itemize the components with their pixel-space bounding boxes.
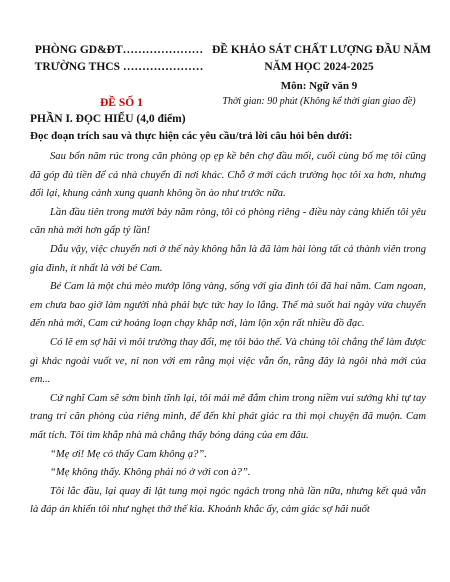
reading-passage (30, 148, 426, 520)
passage-paragraph: Có lẽ em sợ hãi vì môi trường thay đổi, mẹ tôi bảo thế. Và chúng tôi chẳng thể làm được gì khác ngoài vuốt ve, ni non với em rằng mọi việc vẫn ổn, rằng đây là ngôi nhà mới của em... (30, 336, 426, 386)
school-line: TRƯỜNG THCS ………………… (34, 61, 204, 73)
passage-paragraph: Bé Cam là một chú mèo mướp lông vàng, sống với gia đình tôi đã hai năm. Cam ngoan, em chưa bao giờ làm người nhà phải bực tức hay lo lắng. Thế mà suốt hai ngày vừa chuyển đến nhà mới, Cam cứ hoảng loạn chạy khắp nơi, làm lộn xộn rất nhiều đồ đạc. (30, 281, 426, 330)
passage-paragraph: Lần đầu tiên trong mười bảy năm ròng, tôi có phòng riêng - điều này càng khiến tôi yêu căn nhà mới hơn gấp tỷ lần! (30, 206, 426, 237)
school-header (28, 42, 210, 76)
passage-paragraph: Dẫu vậy, việc chuyển nơi ở thế này không hẳn là đã làm hài lòng tất cả thành viên trong gia đình, ít nhất là với bé Cam. (30, 243, 426, 274)
passage-paragraph: Tôi lắc đầu, lại quay đi lật tung mọi ngóc ngách trong nhà lần nữa, nhưng kết quả vẫn là đáp án khiến tôi như nghẹt thở thế kia. Khoảnh khắc ấy, cảm giác sợ hãi nuốt (30, 485, 426, 516)
school-year: NĂM HỌC 2024-2025 (264, 61, 374, 73)
passage-paragraph: Cứ nghĩ Cam sẽ sớm bình tĩnh lại, tôi mải mê đắm chìm trong niềm vui sướng khi tự tay trang trí căn phòng của riêng mình, để đến khi phát giác ra thì mọi chuyện đã muộn. Cam mất tích. Tôi tìm khắp nhà mà chẳng thấy bóng dáng của em đâu. (30, 392, 426, 441)
passage-paragraph: Sau bốn năm rúc trong căn phòng ọp ẹp kề bên chợ đầu mối, cuối cùng bố mẹ tôi cũng đã góp đủ tiền để cả nhà chuyển đi nơi khác. Chỗ ở mới cách trường học tôi xa hơn, nhưng đổi lại, khung cảnh xung quanh không ồn ào như trước nữa. (30, 151, 426, 200)
passage-paragraph: “Mẹ không thấy. Không phải nó ở với con à?”. (50, 467, 251, 479)
exam-code: ĐỀ SỐ 1 (100, 97, 143, 109)
exam-header (212, 42, 431, 76)
department-line: PHÒNG GD&ĐT………………… (34, 44, 204, 56)
time-line: Thời gian: 90 phút (Không kể thời gian giao đề) (222, 96, 416, 107)
section-title: PHẦN I. ĐỌC HIỂU (4,0 điểm) (30, 113, 186, 125)
passage-paragraph: “Mẹ ơi! Mẹ có thấy Cam không ạ?”. (50, 448, 207, 460)
section-instruction: Đọc đoạn trích sau và thực hiện các yêu cầu/trả lời câu hỏi bên dưới: (30, 130, 353, 142)
subject-line: Môn: Ngữ văn 9 (280, 80, 358, 92)
exam-title: ĐỀ KHẢO SÁT CHẤT LƯỢNG ĐẦU NĂM (212, 44, 431, 56)
